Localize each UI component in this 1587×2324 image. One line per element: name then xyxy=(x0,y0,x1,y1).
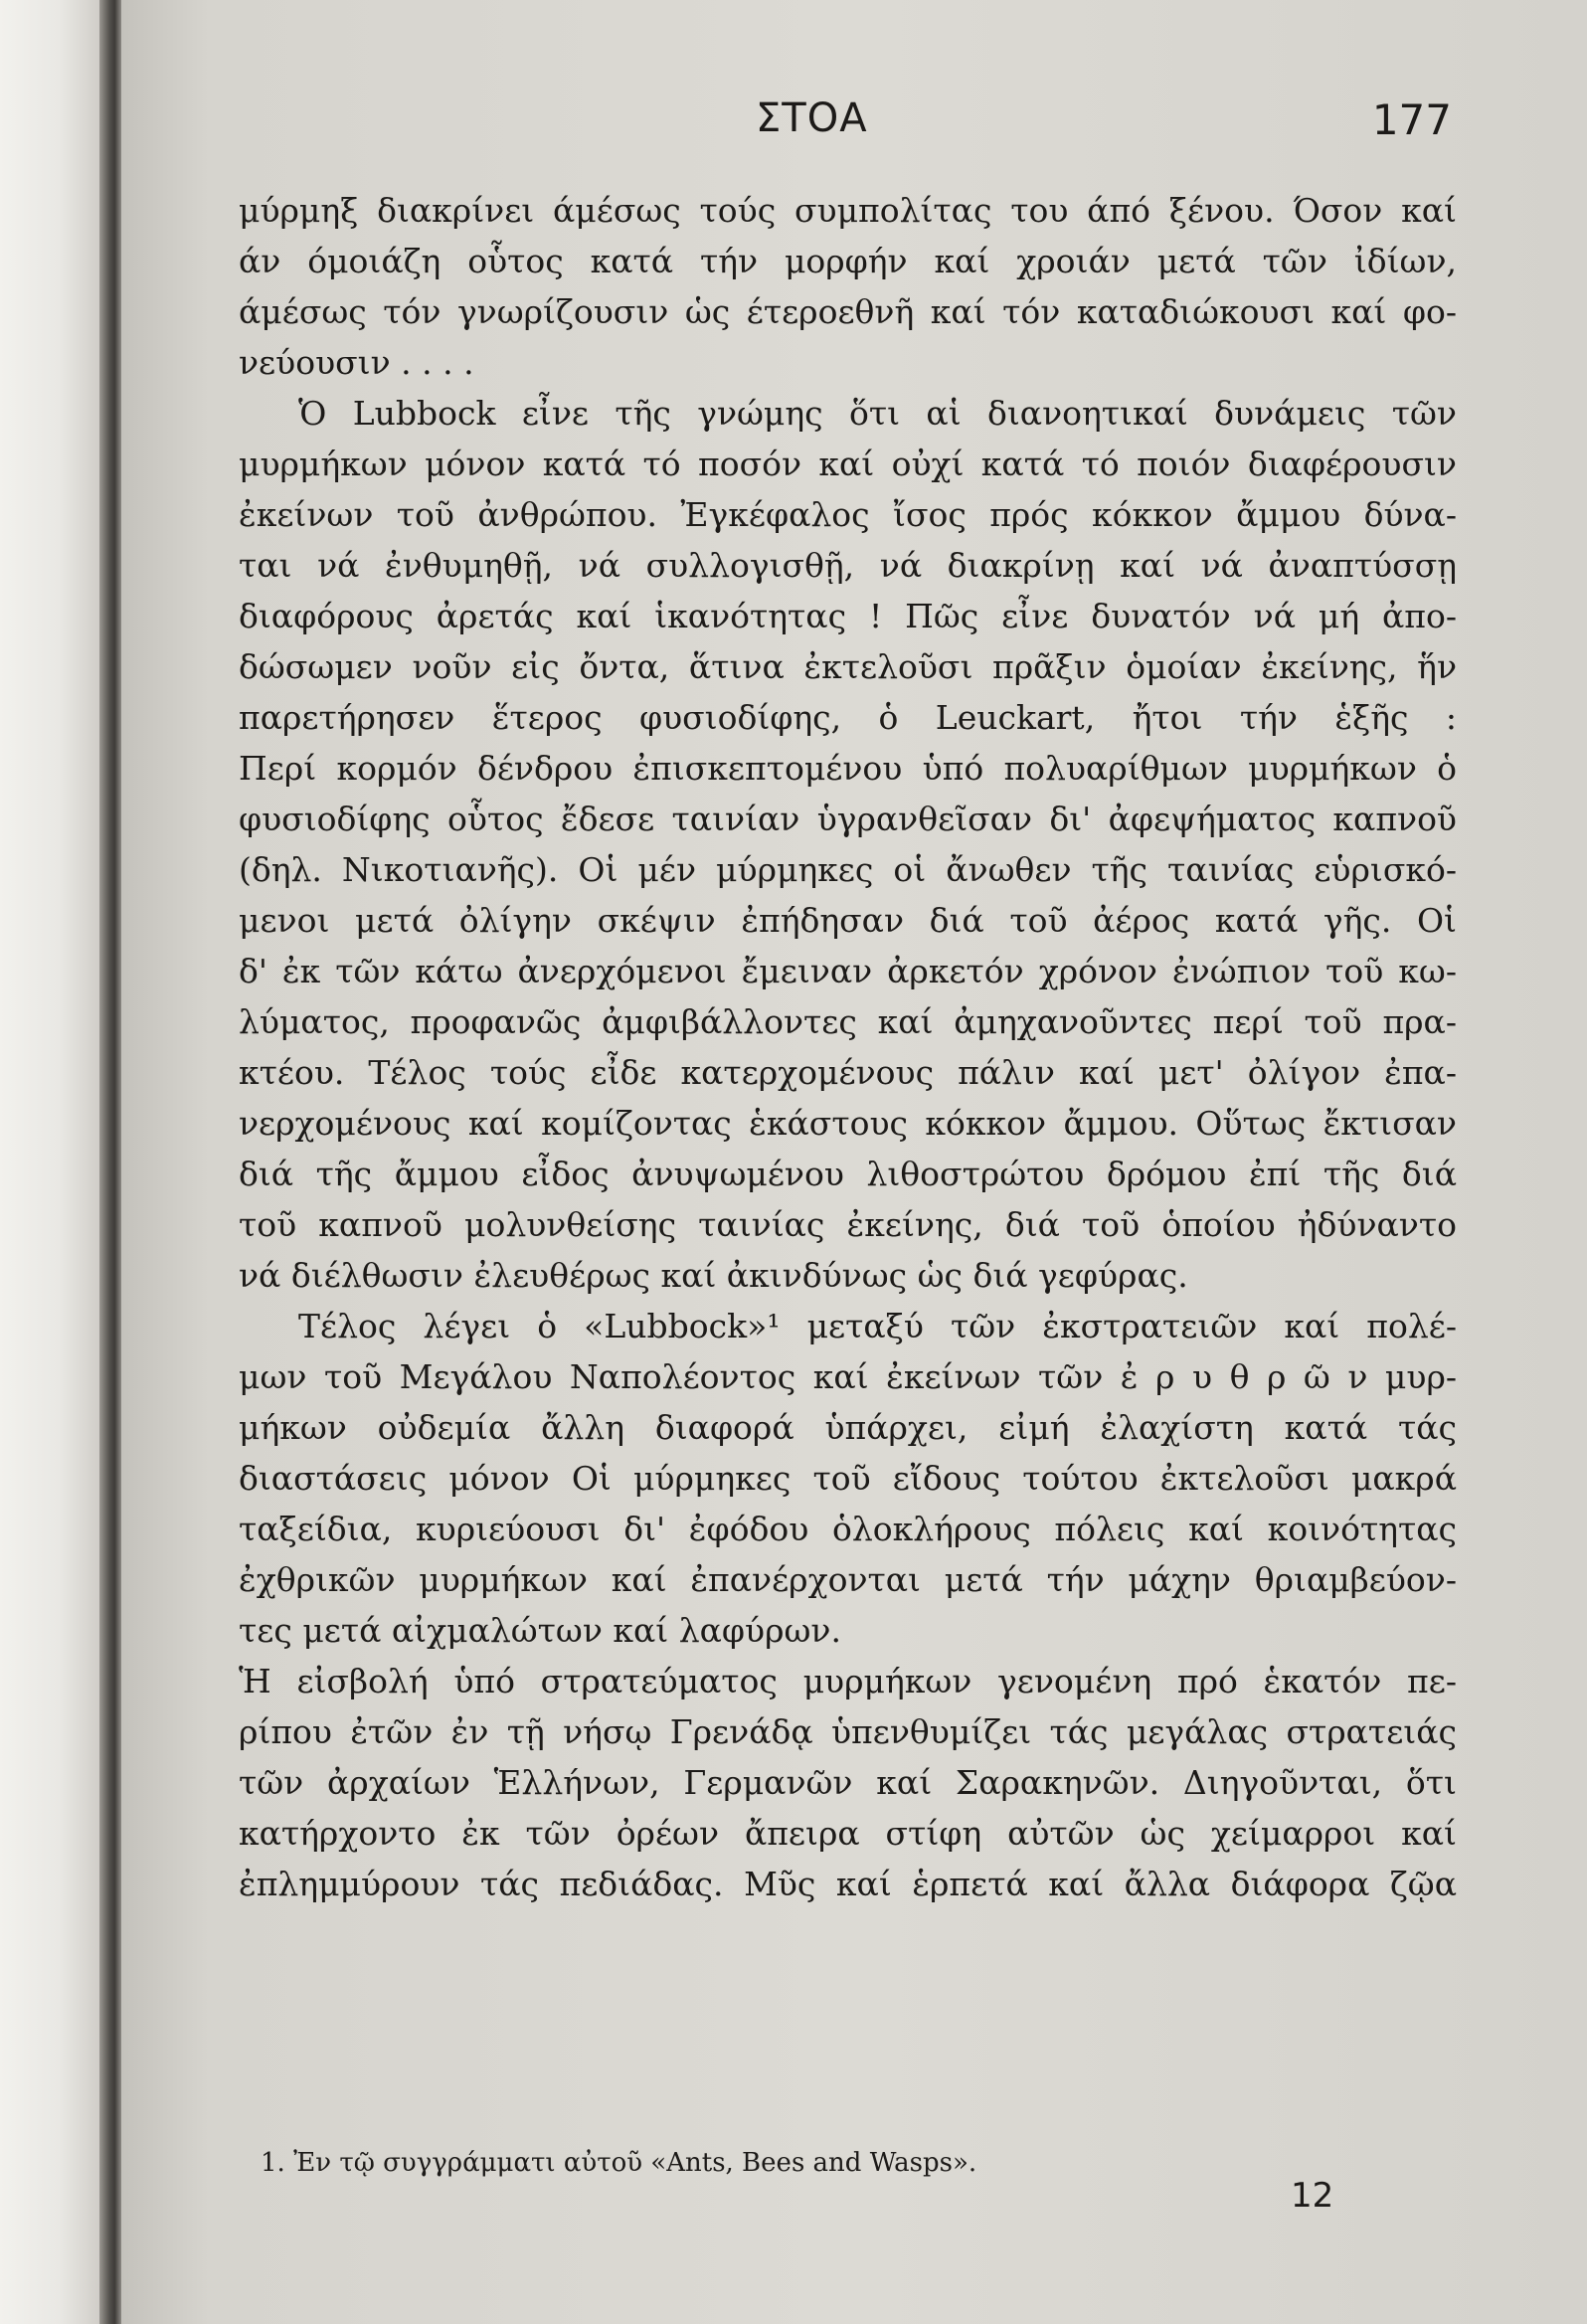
text-line: μήκων οὐδεμία ἄλλη διαφορά ὑπάρχει, εἰμή ἐλαχίστη κατά τάς xyxy=(239,1408,1457,1447)
book-gutter xyxy=(99,0,121,2324)
text-line: κτέου. Τέλος τούς εἶδε κατερχομένους πάλιν καί μετ' ὀλίγον ἐπα- xyxy=(239,1053,1457,1092)
text-line: νά διέλθωσιν ἐλευθέρως καί ἀκινδύνως ὡς διά γεφύρας. xyxy=(239,1256,1188,1295)
text-line: φυσιοδίφης οὗτος ἔδεσε ταινίαν ὑγρανθεῖσαν δι' ἀφεψήματος καπνοῦ xyxy=(239,800,1457,838)
text-line: δ' ἐκ τῶν κάτω ἀνερχόμενοι ἔμειναν ἀρκετόν χρόνον ἐνώπιον τοῦ κω- xyxy=(239,952,1457,990)
text-line: ρίπου ἐτῶν ἐν τῇ νήσῳ Γρενάδᾳ ὑπενθυμίζει τάς μεγάλας στρατειάς xyxy=(239,1712,1457,1751)
page-number: 177 xyxy=(1371,95,1452,144)
text-line: κατήρχοντο ἐκ τῶν ὀρέων ἄπειρα στίφη αὐτῶν ὡς χείμαρροι καί xyxy=(239,1814,1457,1853)
footnote: 1. Ἐν τῷ συγγράμματι αὐτοῦ «Ants, Bees and Wasps». xyxy=(261,2148,977,2178)
text-line: μυρμήκων μόνον κατά τό ποσόν καί οὐχί κατά τό ποιόν διαφέρουσιν xyxy=(239,445,1457,483)
page-header xyxy=(239,95,1452,155)
text-line: άν όμοιάζη οὗτος κατά τήν μορφήν καί χροιάν μετά τῶν ἰδίων, xyxy=(239,242,1457,280)
text-line: παρετήρησεν ἕτερος φυσιοδίφης, ὁ Leuckart, ἤτοι τήν ἑξῆς : xyxy=(239,698,1457,737)
text-line: μων τοῦ Μεγάλου Ναπολέοντος καί ἐκείνων τῶν ἐ ρ υ θ ρ ῶ ν μυρ- xyxy=(239,1357,1457,1396)
text-line: διαστάσεις μόνον Οἱ μύρμηκες τοῦ εἴδους τούτου ἐκτελοῦσι μακρά xyxy=(239,1459,1457,1498)
text-line: άμέσως τόν γνωρίζουσιν ὡς έτεροεθνῆ καί τόν καταδιώκουσι καί φο- xyxy=(239,292,1457,331)
text-line: δώσωμεν νοῦν εἰς ὄντα, ἅτινα ἐκτελοῦσι πρᾶξιν ὁμοίαν ἐκείνης, ἥν xyxy=(239,647,1457,686)
body-text xyxy=(239,185,1457,1909)
text-line: Περί κορμόν δένδρου ἐπισκεπτομένου ὑπό πολυαρίθμων μυρμήκων ὁ xyxy=(239,749,1457,788)
text-line: λύματος, προφανῶς ἀμφιβάλλοντες καί ἀμηχανοῦντες περί τοῦ πρα- xyxy=(239,1002,1457,1041)
text-line: τοῦ καπνοῦ μολυνθείσης ταινίας ἐκείνης, διά τοῦ ὁποίου ἠδύναντο xyxy=(239,1205,1457,1244)
text-line: Τέλος λέγει ὁ «Lubbock»¹ μεταξύ τῶν ἐκστρατειῶν καί πολέ- xyxy=(298,1307,1457,1345)
facing-page-margin xyxy=(0,0,107,2324)
text-line: μενοι μετά ὀλίγην σκέψιν ἐπήδησαν διά τοῦ ἀέρος κατά γῆς. Οἱ xyxy=(239,901,1457,940)
text-line: νερχομένους καί κομίζοντας ἑκάστους κόκκον ἄμμου. Οὕτως ἔκτισαν xyxy=(239,1104,1457,1143)
signature-mark: 12 xyxy=(1291,2176,1334,2216)
text-line: (δηλ. Νικοτιανῆς). Οἱ μέν μύρμηκες οἱ ἄνωθεν τῆς ταινίας εὑρισκό- xyxy=(239,850,1457,889)
text-line: νεύουσιν . . . . xyxy=(239,343,474,382)
text-line: ἐπλημμύρουν τάς πεδιάδας. Μῦς καί ἑρπετά καί ἄλλα διάφορα ζῷα xyxy=(239,1865,1457,1903)
text-line: Ἡ εἰσβολή ὑπό στρατεύματος μυρμήκων γενομένη πρό ἑκατόν πε- xyxy=(239,1662,1457,1700)
text-line: διά τῆς ἄμμου εἶδος ἀνυψωμένου λιθοστρώτου δρόμου ἐπί τῆς διά xyxy=(239,1155,1457,1193)
text-line: ἐχθρικῶν μυρμήκων καί ἐπανέρχονται μετά τήν μάχην θριαμβεύον- xyxy=(239,1560,1457,1599)
text-line: ταξείδια, κυριεύουσι δι' ἐφόδου ὁλοκλήρους πόλεις καί κοινότητας xyxy=(239,1510,1457,1548)
running-title: ΣΤΟΑ xyxy=(756,95,868,141)
text-line: διαφόρους ἀρετάς καί ἱκανότητας ! Πῶς εἶνε δυνατόν νά μή ἀπο- xyxy=(239,597,1457,635)
text-line: τῶν ἀρχαίων Ἑλλήνων, Γερμανῶν καί Σαρακηνῶν. Διηγοῦνται, ὅτι xyxy=(239,1763,1457,1802)
text-line: Ὁ Lubbock εἶνε τῆς γνώμης ὅτι αἱ διανοητικαί δυνάμεις τῶν xyxy=(298,394,1457,433)
text-line: ἐκείνων τοῦ ἀνθρώπου. Ἐγκέφαλος ἴσος πρός κόκκον ἄμμου δύνα- xyxy=(239,495,1457,534)
text-line: τες μετά αἰχμαλώτων καί λαφύρων. xyxy=(239,1611,841,1650)
text-line: ται νά ἐνθυμηθῇ, νά συλλογισθῇ, νά διακρίνῃ καί νά ἀναπτύσσῃ xyxy=(239,546,1457,585)
text-line: μύρμηξ διακρίνει άμέσως τούς συμπολίτας του άπό ξένου. Όσον καί xyxy=(239,191,1457,230)
